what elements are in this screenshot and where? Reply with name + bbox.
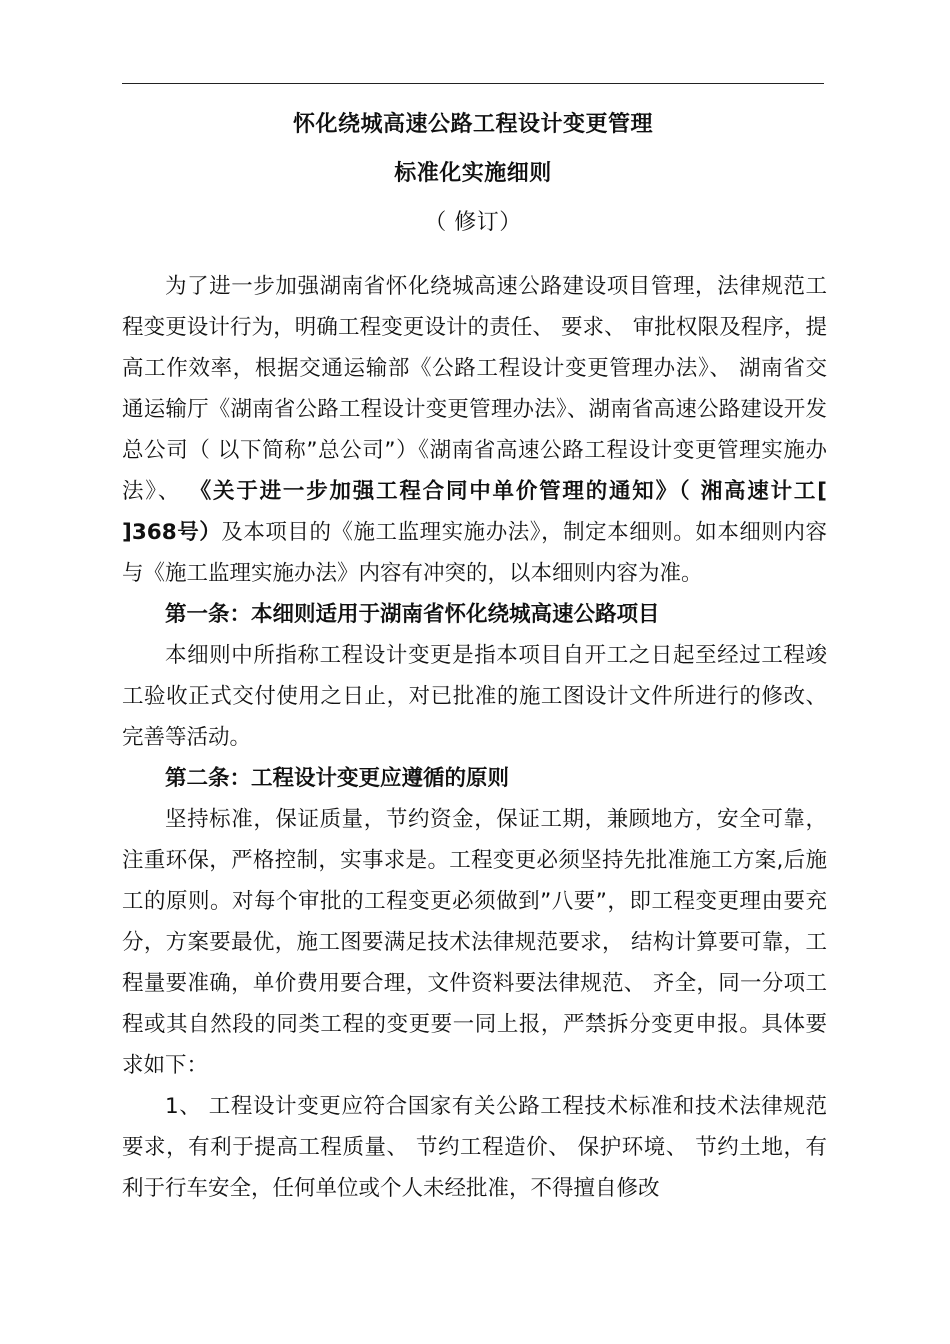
- document-title-line-1: 怀化绕城高速公路工程设计变更管理: [292, 112, 653, 137]
- intro-paragraph: [122, 266, 827, 594]
- document-title-line-2: 标准化实施细则: [394, 161, 552, 186]
- intro-text-part-2: 及本项目的《施工监理实施办法》，制定本细则。如本细则内容与《施工监理实施办法》内容有冲突的，以本细则内容为准。: [122, 520, 827, 586]
- header-rule: [122, 83, 824, 84]
- document-body: [122, 266, 827, 1209]
- document-title-revision: （ 修订）: [424, 210, 522, 235]
- intro-text-part-1: 为了进一步加强湖南省怀化绕城高速公路建设项目管理，法律规范工程变更设计行为，明确工程变更设计的责任、 要求、 审批权限及程序，提高工作效率，根据交通运输部《公路工程设计变更管理办法》、 湖南省交通运输厅《湖南省公路工程设计变更管理办法》、湖南省高速公路建设开发总公司（ 以下简称”总公司”）《湖南省高速公路工程设计变更管理实施办法》、: [122, 274, 827, 504]
- list-item-1: 1、 工程设计变更应符合国家有关公路工程技术标准和技术法律规范要求，有利于提高工程质量、 节约工程造价、 保护环境、 节约土地，有利于行车安全，任何单位或个人未经批准，不得擅自修改: [122, 1094, 827, 1201]
- article-1-heading: 第一条：本细则适用于湖南省怀化绕城高速公路项目: [165, 602, 660, 627]
- article-2-paragraph: 坚持标准，保证质量，节约资金，保证工期，兼顾地方，安全可靠，注重环保，严格控制，实事求是。工程变更必须坚持先批准施工方案,后施工的原则。对每个审批的工程变更必须做到”八要”，即工程变更理由要充分，方案要最优，施工图要满足技术法律规范要求， 结构计算要可靠，工程量要准确，单价费用要合理，文件资料要法律规范、 齐全，同一分项工程或其自然段的同类工程的变更要一同上报，严禁拆分变更申报。具体要求如下：: [122, 807, 827, 1078]
- article-2-heading: 第二条：工程设计变更应遵循的原则: [165, 766, 510, 791]
- article-1-paragraph: 本细则中所指称工程设计变更是指本项目自开工之日起至经过工程竣工验收正式交付使用之日止，对已批准的施工图设计文件所进行的修改、 完善等活动。: [122, 643, 827, 750]
- intro-bold-reference: 《关于进一步加强工程合同中单价管理的通知》（ 湘高速计工[ ]368号）: [122, 479, 827, 545]
